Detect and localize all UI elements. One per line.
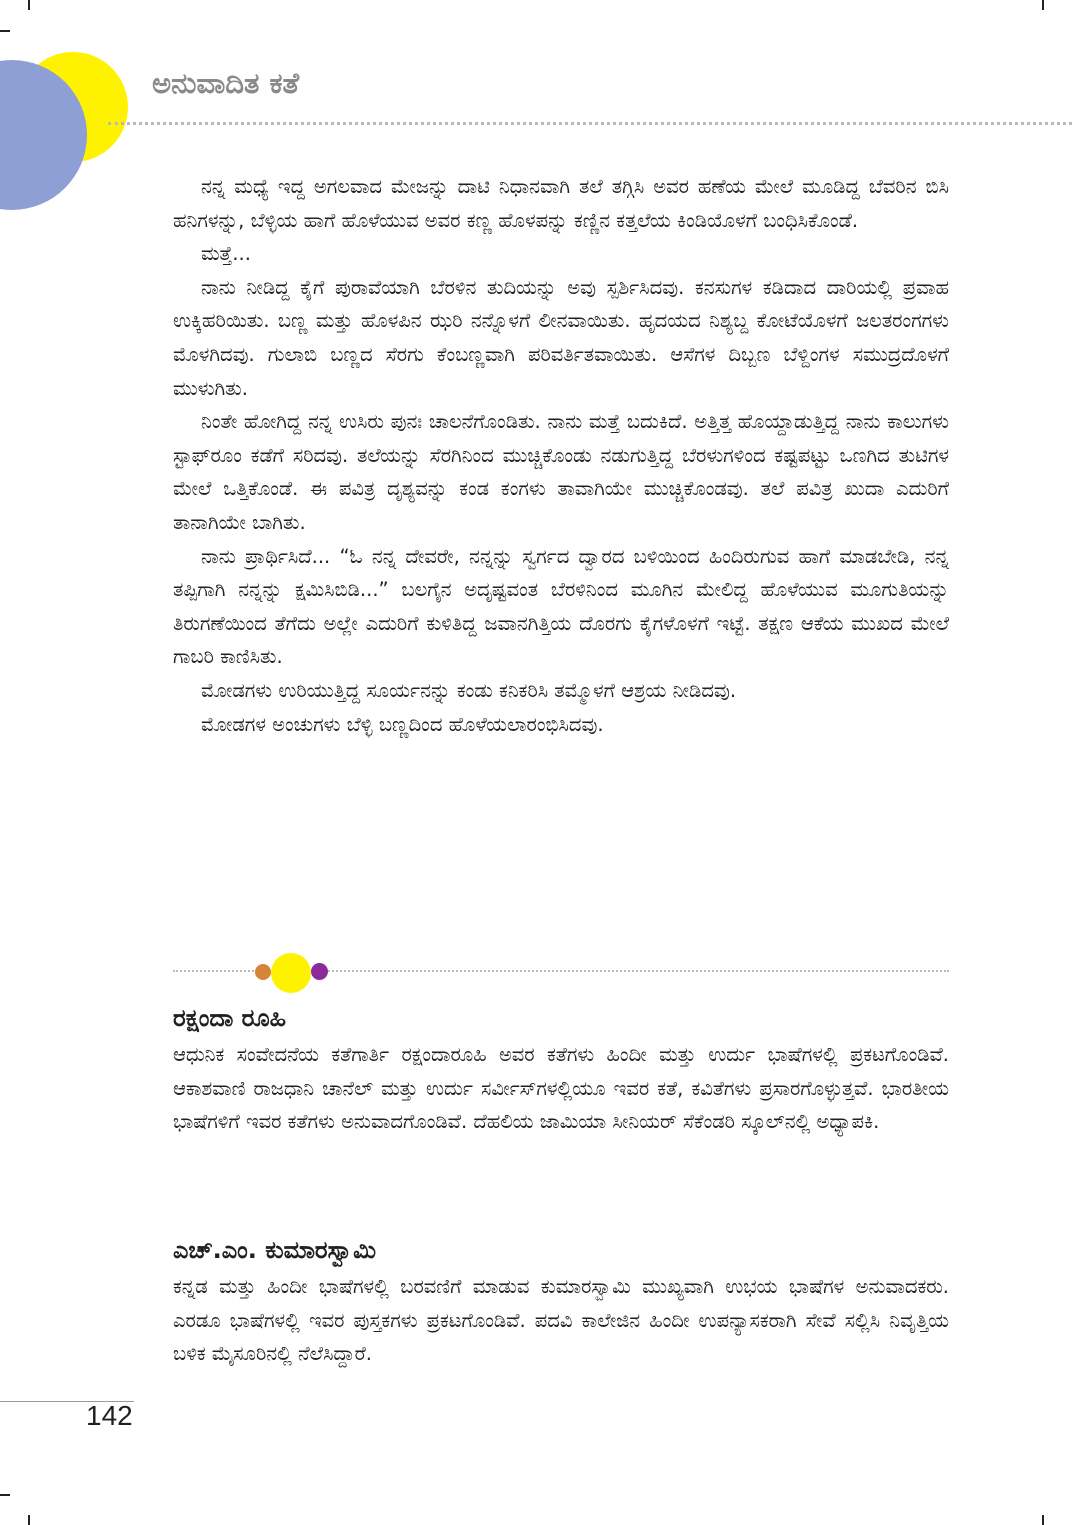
author-name: ರಕ್ಷಂದಾ ರೂಹಿ (173, 1004, 287, 1032)
separator-yellow-dot (271, 953, 311, 993)
translator-description: ಕನ್ನಡ ಮತ್ತು ಹಿಂದೀ ಭಾಷೆಗಳಲ್ಲಿ ಬರವಣಿಗೆ ಮಾಡುವ ಕುಮಾರಸ್ವಾಮಿ ಮುಖ್ಯವಾಗಿ ಉಭಯ ಭಾಷೆಗಳ ಅನುವಾದಕರು. ಎರಡೂ ಭಾಷೆಗಳಲ್ಲಿ ಇವರ ಪುಸ್ತಕಗಳು ಪ್ರಕಟಗೊಂಡಿವೆ. ಪದವಿ ಕಾಲೇಜಿನ ಹಿಂದೀ ಉಪನ್ಯಾಸಕರಾಗಿ ಸೇವೆ ಸಲ್ಲಿಸಿ ನಿವೃತ್ತಿಯ ಬಳಿಕ ಮೈಸೂರಿನಲ್ಲಿ ನೆಲೆಸಿದ್ದಾರೆ. (173, 1275, 949, 1366)
crop-mark (1042, 1515, 1044, 1525)
story-paragraph: ಮತ್ತೆ... (201, 242, 251, 266)
story-paragraph: ನಾನು ನೀಡಿದ್ದ ಕೈಗೆ ಪುರಾವೆಯಾಗಿ ಬೆರಳಿನ ತುದಿಯನ್ನು ಅವು ಸ್ಪರ್ಶಿಸಿದವು. ಕನಸುಗಳ ಕಡಿದಾದ ದಾರಿಯಲ್ಲಿ ಪ್ರವಾಹ ಉಕ್ಕಿಹರಿಯಿತು. ಬಣ್ಣ ಮತ್ತು ಹೊಳಪಿನ ಝರಿ ನನ್ನೊಳಗೆ ಲೀನವಾಯಿತು. ಹೃದಯದ ನಿಶ್ಯಬ್ದ ಕೋಟೆಯೊಳಗೆ ಜಲತರಂಗಗಳು ಮೊಳಗಿದವು. ಗುಲಾಬಿ ಬಣ್ಣದ ಸೆರಗು ಕೆಂಬಣ್ಣವಾಗಿ ಪರಿವರ್ತಿತವಾಯಿತು. ಆಸೆಗಳ ದಿಬ್ಬಣ ಬೆಳ್ದಿಂಗಳ ಸಮುದ್ರದೊಳಗೆ ಮುಳುಗಿತು. (173, 275, 949, 400)
crop-mark (28, 0, 30, 10)
crop-mark (1042, 0, 1044, 10)
page-number: 142 (86, 1400, 133, 1431)
story-body (173, 170, 949, 741)
section-title: ಅನುವಾದಿತ ಕತೆ (152, 66, 300, 100)
author-description: ಆಧುನಿಕ ಸಂವೇದನೆಯ ಕತೆಗಾರ್ತಿ ರಕ್ಷಂದಾರೂಹಿ ಅವರ ಕತೆಗಳು ಹಿಂದೀ ಮತ್ತು ಉರ್ದು ಭಾಷೆಗಳಲ್ಲಿ ಪ್ರಕಟಗೊಂಡಿವೆ. ಆಕಾಶವಾಣಿ ರಾಜಧಾನಿ ಚಾನೆಲ್ ಮತ್ತು ಉರ್ದು ಸರ್ವೀಸ್‌ಗಳಲ್ಲಿಯೂ ಇವರ ಕತೆ, ಕವಿತೆಗಳು ಪ್ರಸಾರಗೊಳ್ಳುತ್ತವೆ. ಭಾರತೀಯ ಭಾಷೆಗಳಿಗೆ ಇವರ ಕತೆಗಳು ಅನುವಾದಗೊಂಡಿವೆ. ದೆಹಲಿಯ ಜಾಮಿಯಾ ಸೀನಿಯರ್ ಸೆಕೆಂಡರಿ ಸ್ಕೂಲ್‌ನಲ್ಲಿ ಅಧ್ಯಾಪಕಿ. (173, 1043, 949, 1134)
translator-bio (173, 1236, 949, 1371)
story-paragraph: ನಿಂತೇ ಹೋಗಿದ್ದ ನನ್ನ ಉಸಿರು ಪುನಃ ಚಾಲನೆಗೊಂಡಿತು. ನಾನು ಮತ್ತೆ ಬದುಕಿದೆ. ಅತ್ತಿತ್ತ ಹೊಯ್ದಾಡುತ್ತಿದ್ದ ನಾನು ಕಾಲುಗಳು ಸ್ಟಾಫ್‌ರೂಂ ಕಡೆಗೆ ಸರಿದವು. ತಲೆಯನ್ನು ಸೆರಗಿನಿಂದ ಮುಚ್ಚಿಕೊಂಡು ನಡುಗುತ್ತಿದ್ದ ಬೆರಳುಗಳಿಂದ ಕಷ್ಟಪಟ್ಟು ಒಣಗಿದ ತುಟಿಗಳ ಮೇಲೆ ಒತ್ತಿಕೊಂಡೆ. ಈ ಪವಿತ್ರ ದೃಶ್ಯವನ್ನು ಕಂಡ ಕಂಗಳು ತಾವಾಗಿಯೇ ಮುಚ್ಚಿಕೊಂಡವು. ತಲೆ ಪವಿತ್ರ ಖುದಾ ಎದುರಿಗೆ ತಾನಾಗಿಯೇ ಬಾಗಿತು. (173, 410, 949, 534)
separator-purple-dot (311, 963, 328, 980)
header-dotted-rule (108, 122, 1072, 125)
author-bio (173, 1004, 949, 1139)
translator-name: ಎಚ್.ಎಂ. ಕುಮಾರಸ್ವಾಮಿ (173, 1236, 377, 1264)
crop-mark (0, 1494, 10, 1496)
story-paragraph: ನನ್ನ ಮಧ್ಯೆ ಇದ್ದ ಅಗಲವಾದ ಮೇಜನ್ನು ದಾಟಿ ನಿಧಾನವಾಗಿ ತಲೆ ತಗ್ಗಿಸಿ ಅವರ ಹಣೆಯ ಮೇಲೆ ಮೂಡಿದ್ದ ಬೆವರಿನ ಬಿಸಿ ಹನಿಗಳನ್ನು, ಬೆಳ್ಳಿಯ ಹಾಗೆ ಹೊಳೆಯುವ ಅವರ ಕಣ್ಣ ಹೊಳಪನ್ನು ಕಣ್ಣಿನ ಕತ್ತಲೆಯ ಕಿಂಡಿಯೊಳಗೆ ಬಂಧಿಸಿಕೊಂಡೆ. (173, 175, 949, 232)
story-paragraph: ನಾನು ಪ್ರಾರ್ಥಿಸಿದೆ... “ಓ ನನ್ನ ದೇವರೇ, ನನ್ನನ್ನು ಸ್ವರ್ಗದ ದ್ವಾರದ ಬಳಿಯಿಂದ ಹಿಂದಿರುಗುವ ಹಾಗೆ ಮಾಡಬೇಡಿ, ನನ್ನ ತಪ್ಪಿಗಾಗಿ ನನ್ನನ್ನು ಕ್ಷಮಿಸಿಬಿಡಿ...” ಬಲಗೈನ ಅದೃಷ್ಟವಂತ ಬೆರಳಿನಿಂದ ಮೂಗಿನ ಮೇಲಿದ್ದ ಹೊಳೆಯುವ ಮೂಗುತಿಯನ್ನು ತಿರುಗಣೆಯಿಂದ ತೆಗೆದು ಅಲ್ಲೇ ಎದುರಿಗೆ ಕುಳಿತಿದ್ದ ಜವಾನಗಿತ್ತಿಯ ದೊರಗು ಕೈಗಳೊಳಗೆ ಇಟ್ಟೆ. ತಕ್ಷಣ ಆಕೆಯ ಮುಖದ ಮೇಲೆ ಗಾಬರಿ ಕಾಣಿಸಿತು. (173, 544, 949, 669)
story-paragraph: ಮೋಡಗಳ ಅಂಚುಗಳು ಬೆಳ್ಳಿ ಬಣ್ಣದಿಂದ ಹೊಳೆಯಲಾರಂಭಿಸಿದವು. (201, 712, 604, 736)
crop-mark (28, 1515, 30, 1525)
crop-mark (0, 30, 10, 32)
section-separator (173, 950, 949, 994)
separator-orange-dot (255, 964, 271, 980)
story-paragraph: ಮೋಡಗಳು ಉರಿಯುತ್ತಿದ್ದ ಸೂರ್ಯನನ್ನು ಕಂಡು ಕನಿಕರಿಸಿ ತಮ್ಮೊಳಗೆ ಆಶ್ರಯ ನೀಡಿದವು. (201, 678, 737, 702)
